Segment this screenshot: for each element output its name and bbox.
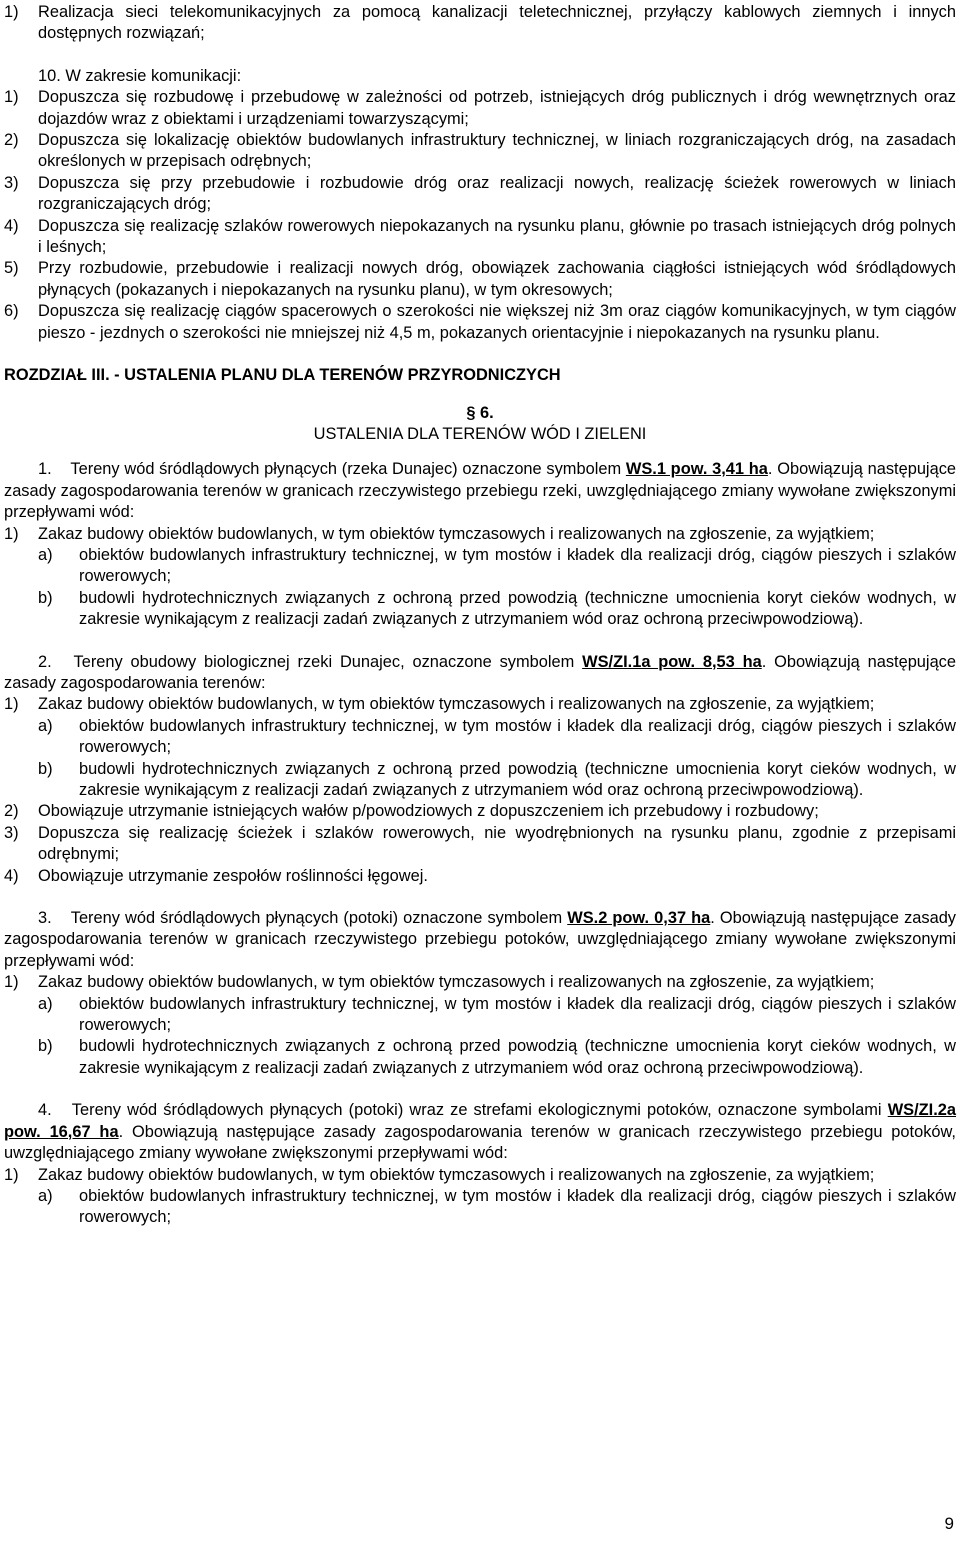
list-item xyxy=(4,173,956,216)
list-item: 1) Zakaz budowy obiektów budowlanych, w tym obiektów tymczasowych i realizowanych na zgłoszenie, za wyjątkiem; xyxy=(4,973,875,992)
item-number: 4) xyxy=(4,216,19,235)
sub-item: b) budowli hydrotechnicznych związanych z ochroną przed powodzią (techniczne umocnienia koryt cieków wodnych, w zakresie wynikającym z realizacji zadań związanych z utrzymaniem wód oraz ochroną przeciwpowodziową). xyxy=(38,588,956,629)
section-title: USTALENIA DLA TERENÓW WÓD I ZIELENI xyxy=(313,424,647,443)
item-number: 5) xyxy=(4,259,19,278)
list-item: 1) Zakaz budowy obiektów budowlanych, w tym obiektów tymczasowych i realizowanych na zgłoszenie, za wyjątkiem; xyxy=(4,524,875,543)
list-item xyxy=(4,87,956,130)
sub-item: a) obiektów budowlanych infrastruktury technicznej, w tym mostów i kładek dla realizacji dróg, ciągów pieszych i szlaków rowerowych; xyxy=(38,994,956,1035)
list-item: 2) Obowiązuje utrzymanie istniejących wałów p/powodziowych z dopuszczeniem ich przebudowy i rozbudowy; xyxy=(4,802,819,821)
item-number: 1) xyxy=(4,88,19,107)
section-number: § 6. xyxy=(466,403,494,422)
paragraph-4: 4. Tereny wód śródlądowych płynących (potoki) wraz ze strefami ekologicznymi potoków, oznaczone symbolami WS/ZI.2a pow. 16,67 ha. Obowiązują następujące zasady zagospodarowania terenów w granicach rzeczywistego przebiegu potoków, uwzględniającego zmiany wywołane zwiększonymi przepływami wód: xyxy=(4,1101,956,1163)
symbol-ws2: WS.2 pow. 0,37 ha xyxy=(567,909,711,928)
list-item xyxy=(4,2,956,45)
list-item xyxy=(4,301,956,344)
sub-item: a) obiektów budowlanych infrastruktury technicznej, w tym mostów i kładek dla realizacji dróg, ciągów pieszych i szlaków rowerowych; xyxy=(38,716,956,757)
list-item xyxy=(4,258,956,301)
list-item: 1) Zakaz budowy obiektów budowlanych, w tym obiektów tymczasowych i realizowanych na zgłoszenie, za wyjątkiem; xyxy=(4,1165,875,1184)
symbol-wszi1a: WS/ZI.1a pow. 8,53 ha xyxy=(582,652,762,671)
item-text: Przy rozbudowie, przebudowie i realizacji nowych dróg, obowiązek zachowania ciągłości istniejących wód śródlądowych płynących (pokazanych i niepokazanych na rysunku planu), w tym okresowych; xyxy=(38,259,956,299)
page-number: 9 xyxy=(944,1514,954,1533)
list-item: 4) Obowiązuje utrzymanie zespołów roślinności łęgowej. xyxy=(4,866,428,885)
item-number: 1) xyxy=(4,3,19,21)
sub-item: a) obiektów budowlanych infrastruktury technicznej, w tym mostów i kładek dla realizacji dróg, ciągów pieszych i szlaków rowerowych; xyxy=(38,1186,956,1227)
item-text: Realizacja sieci telekomunikacyjnych za pomocą kanalizacji teletechnicznej, przyłączy kablowych ziemnych i innych dostępnych rozwiązań; xyxy=(38,3,956,43)
item-text: Dopuszcza się realizację ciągów spacerowych o szerokości nie większej niż 3m oraz ciągów komunikacyjnych, w tym ciągów pieszo - jezdnych o szerokości nie mniejszej niż 4,5 m, pokazanych orientacyjnie i niepokazanych na rysunku planu. xyxy=(38,302,956,342)
document-body xyxy=(4,2,956,1229)
item-number: 3) xyxy=(4,173,19,192)
item-number: 6) xyxy=(4,302,19,321)
chapter-title: ROZDZIAŁ III. - USTALENIA PLANU DLA TERENÓW PRZYRODNICZYCH xyxy=(4,366,561,385)
sub-item: b) budowli hydrotechnicznych związanych z ochroną przed powodzią (techniczne umocnienia koryt cieków wodnych, w zakresie wynikającym z realizacji zadań związanych z utrzymaniem wód oraz ochroną przeciwpowodziową). xyxy=(38,759,956,799)
section-heading-komunikacja: 10. W zakresie komunikacji: xyxy=(38,66,242,85)
list-item xyxy=(4,216,956,259)
item-text: Dopuszcza się przy przebudowie i rozbudowie dróg oraz realizacji nowych, realizację ścieżek rowerowych w liniach rozgraniczających dróg; xyxy=(38,173,956,214)
item-text: Dopuszcza się realizację szlaków rowerowych niepokazanych na rysunku planu, głównie po trasach istniejących dróg polnych i leśnych; xyxy=(38,216,956,257)
paragraph-1: 1. Tereny wód śródlądowych płynących (rzeka Dunajec) oznaczone symbolem WS.1 pow. 3,41 ha. Obowiązują następujące zasady zagospodarowania terenów w granicach rzeczywistego przebiegu rzeki, uwzględniającego zmiany wywołane zwiększonymi przepływami wód: xyxy=(4,460,957,522)
symbol-ws1: WS.1 pow. 3,41 ha xyxy=(625,460,768,479)
item-text: Dopuszcza się lokalizację obiektów budowlanych infrastruktury technicznej, w liniach rozgraniczających dróg, na zasadach określonych w przepisach odrębnych; xyxy=(38,131,956,171)
item-number: 2) xyxy=(4,131,19,150)
komunikacja-list xyxy=(4,87,956,344)
item-text: Dopuszcza się rozbudowę i przebudowę w zależności od potrzeb, istniejących dróg publicznych i dróg wewnętrznych oraz dojazdów wraz z obiektami i urządzeniami towarzyszącymi; xyxy=(38,88,956,128)
list-item: 1) Zakaz budowy obiektów budowlanych, w tym obiektów tymczasowych i realizowanych na zgłoszenie, za wyjątkiem; xyxy=(4,695,875,714)
list-item: 3) Dopuszcza się realizację ścieżek i szlaków rowerowych, nie wyodrębnionych na rysunku planu, zgodnie z przepisami odrębnymi; xyxy=(4,823,956,864)
sub-item: a) obiektów budowlanych infrastruktury technicznej, w tym mostów i kładek dla realizacji dróg, ciągów pieszych i szlaków rowerowych; xyxy=(38,545,956,586)
paragraph-2: 2. Tereny obudowy biologicznej rzeki Dunajec, oznaczone symbolem WS/ZI.1a pow. 8,53 ha. Obowiązują następujące zasady zagospodarowania terenów: xyxy=(4,652,956,692)
symbol-wszi2a: WS/ZI.2a pow. 16,67 ha xyxy=(4,1101,956,1141)
paragraph-3: 3. Tereny wód śródlądowych płynących (potoki) oznaczone symbolem WS.2 pow. 0,37 ha. Obowiązują następujące zasady zagospodarowania terenów w granicach rzeczywistego przebiegu potoków, uwzględniającego zmiany wywołane zwiększonymi przepływami wód: xyxy=(4,909,956,970)
list-item xyxy=(4,130,956,173)
sub-item: b) budowli hydrotechnicznych związanych z ochroną przed powodzią (techniczne umocnienia koryt cieków wodnych, w zakresie wynikającym z realizacji zadań związanych z utrzymaniem wód oraz ochroną przeciwpowodziową). xyxy=(38,1037,956,1077)
